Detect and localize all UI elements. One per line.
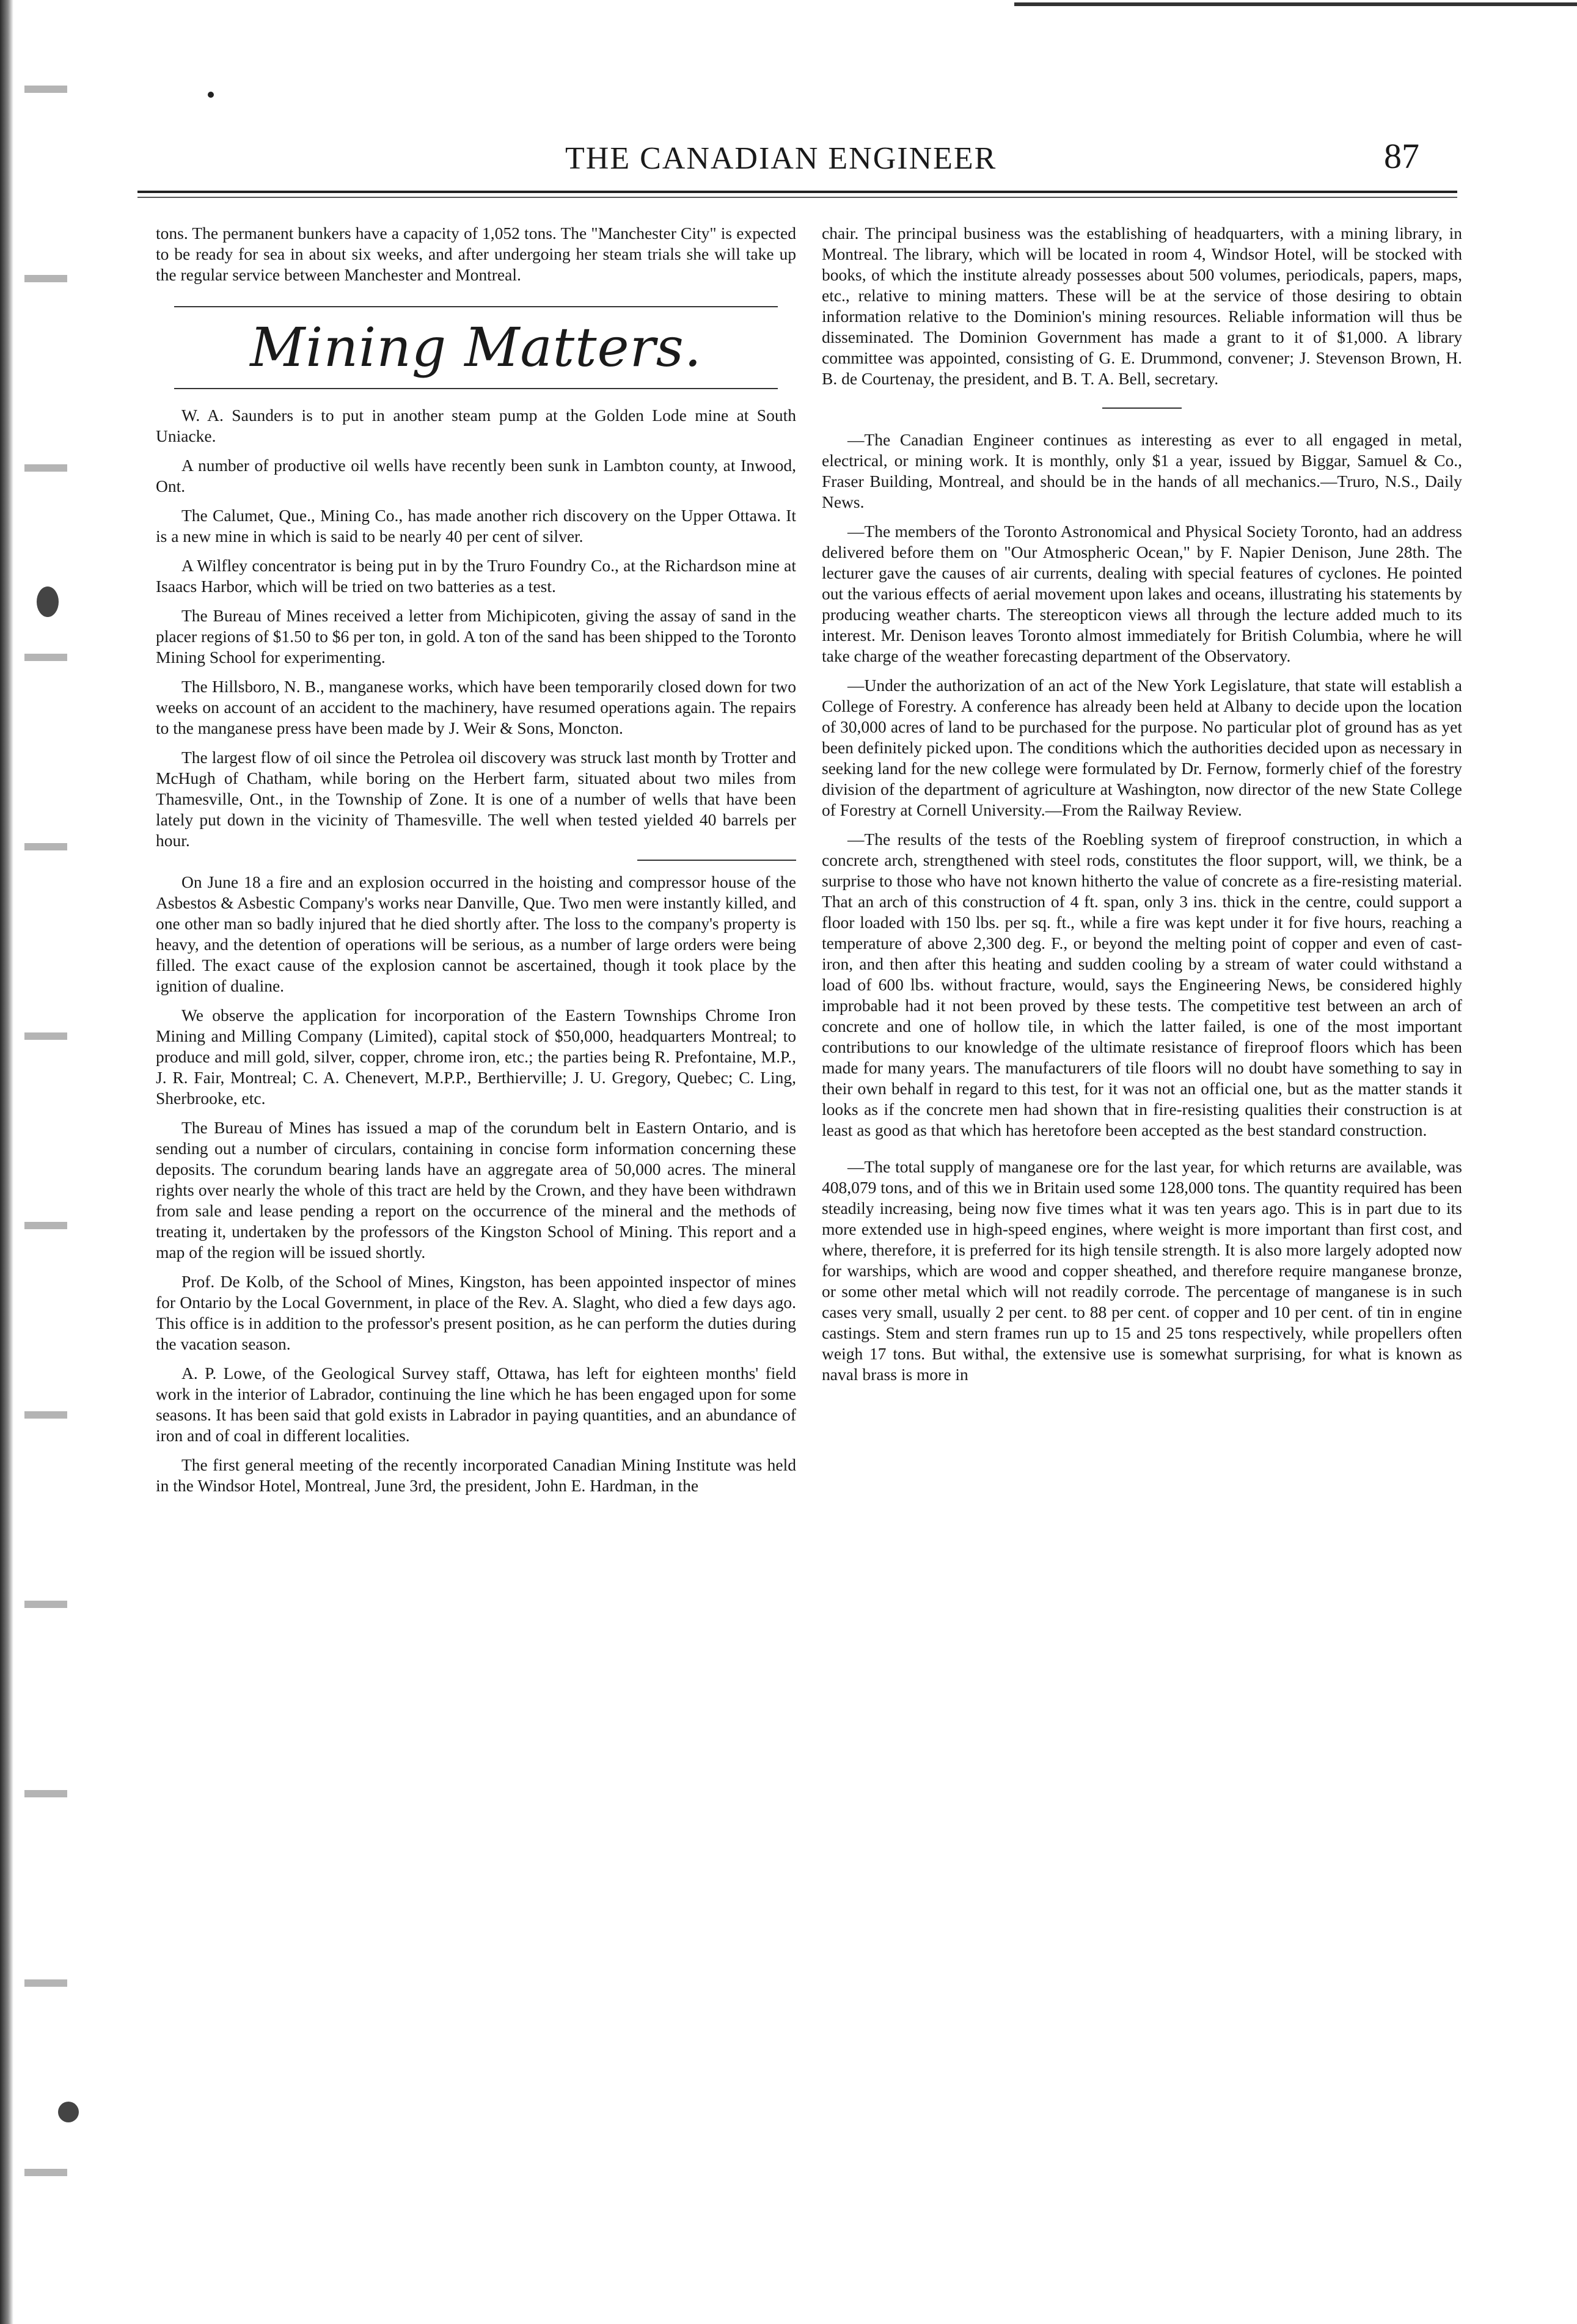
scan-edge-marks [24,0,67,2324]
news-item: The first general meeting of the recently incorporated Canadian Mining Institute was held in the Windsor Hotel, Montreal, June 3rd, the president, John E. Hardman, in the [156,1455,796,1495]
scan-edge-shadow [0,0,13,2324]
news-item: W. A. Saunders is to put in another steam pump at the Golden Lode mine at South Uniacke. [156,406,796,445]
margin-smudge [37,586,59,617]
news-item: The largest flow of oil since the Petrolea oil discovery was struck last month by Trotter and McHugh of Chatham, while boring on the Herbert farm, situated about two miles from Thamesville, Ont., in the Township of Zone. It is one of a number of wells that have been lately put down in the vicinity of Thamesville. The well when tested yielded 40 barrels per hour. [156,748,796,850]
news-item: The Bureau of Mines has issued a map of the corundum belt in Eastern Ontario, and is sending out a number of circulars, containing in concise form information concerning these deposits. The corundum bearing lands have an aggregate area of 50,000 acres. The mineral rights over nearly the whole of this tract are held by the Crown, and they have been withdrawn from sale and lease pending a report on the occurrence of the mineral and the methods of treating it, undertaken by the professors of the Kingston School of Mining. This report and a map of the region will be issued shortly. [156,1118,796,1262]
heading-rule-top [174,306,778,307]
news-item: —The total supply of manganese ore for the last year, for which returns are available, was 408,079 tons, and of this we in Britain used some 128,000 tons. The quantity required has been steadily increasing, being now five times what it was ten years ago. This is in part due to its more extended use in high-speed engines, where weight is more important than first cost, and where, therefore, it is preferred for its high tensile strength. It is also more largely adopted now for warships, which are wood and copper sheathed, and therefore require manganese bronze, or some other metal which will not readily corrode. The percentage of manganese is in such cases very small, usually 2 per cent. to 88 per cent. of copper and 10 per cent. of tin in engine castings. Stem and stern frames run up to 15 and 25 tons respectively, while propellers often weigh 17 tons. But withal, the extensive use is somewhat surprising, for what is known as naval brass is more in [822,1157,1462,1384]
news-item: —The Canadian Engineer continues as interesting as ever to all engaged in metal, electrical, or mining work. It is monthly, only $1 a year, issued by Biggar, Samuel & Co., Fraser Building, Montreal, and should be in the hands of all mechanics.—Truro, N.S., Daily News. [822,430,1462,511]
stray-dot [208,92,214,98]
news-item: A Wilfley concentrator is being put in by the Truro Foundry Co., at the Richardson mine at Isaacs Harbor, which will be tried on two batteries as a test. [156,556,796,596]
news-item: The Bureau of Mines received a letter from Michipicoten, giving the assay of sand in the placer regions of $1.50 to $6 per ton, in gold. A ton of the sand has been shipped to the Toronto Mining School for experimenting. [156,606,796,667]
news-item: The Calumet, Que., Mining Co., has made another rich discovery on the Upper Ottawa. It is a new mine in which is said to be nearly 40 per cent of silver. [156,506,796,546]
news-item: On June 18 a fire and an explosion occurred in the hoisting and compressor house of the Asbestos & Asbestic Company's works near Danville, Que. Two men were instantly killed, and one other man so badly injured that he died shortly after. The loss to the company's property is heavy, and the detention of operations will be serious, as a number of large orders were being filled. The exact cause of the explosion cannot be ascertained, though it took place by the ignition of dualine. [156,872,796,995]
news-item: We observe the application for incorporation of the Eastern Townships Chrome Iron Mining and Milling Company (Limited), capital stock of $50,000, headquarters Montreal; to produce and mill gold, silver, copper, chrome iron, etc.; the parties being R. Prefontaine, M.P., J. R. Fair, Montreal; C. A. Chenevert, M.P.P., Berthierville; J. U. Gregory, Quebec; C. Ling, Sherbrooke, etc. [156,1006,796,1108]
item-separator [637,860,796,861]
news-item: A number of productive oil wells have recently been sunk in Lambton county, at Inwood, Ont. [156,456,796,495]
continued-paragraph: tons. The permanent bunkers have a capacity of 1,052 tons. The "Manchester City" is expected to be ready for sea in about six weeks, and after undergoing her steam trials she will take up the regular service between Manchester and Montreal. [156,224,796,284]
continued-paragraph: chair. The principal business was the establishing of headquarters, with a mining library, in Montreal. The library, which will be located in room 4, Windsor Hotel, will be stocked with books, of which the institute already possesses about 500 volumes, periodicals, papers, maps, etc., relative to mining matters. These will be at the service of those desiring to obtain information relative to the Dominion's mining resources. Reliable information will thus be disseminated. The Dominion Government has made a grant to it of $1,000. A library committee was appointed, consisting of G. E. Drummond, convener; J. Stevenson Brown, H. B. de Courtenay, the president, and B. T. A. Bell, secretary. [822,224,1462,388]
heading-rule-bottom [174,388,778,389]
running-header [137,136,1457,195]
right-column [822,223,1462,1394]
header-rule [137,191,1457,193]
section-heading: Mining Matters. [250,316,702,379]
news-item: —Under the authorization of an act of the New York Legislature, that state will establish a College of Forestry. A conference has already been held at Albany to decide upon the location of 30,000 acres of land to be purchased for the purpose. No particular plot of ground has as yet been definitely picked upon. The conditions which the authorities decided upon as necessary in seeking land for the new college were formulated by Dr. Fernow, formerly chief of the forestry division of the department of agriculture at Washington, now director of the new State College of Forestry at Cornell University.—From the Railway Review. [822,676,1462,819]
margin-smudge [58,2102,79,2122]
header-rule-thin [137,197,1457,198]
section-heading-block [156,306,796,389]
top-edge-rule [1014,2,1577,6]
journal-title: THE CANADIAN ENGINEER [565,141,997,176]
news-item: The Hillsboro, N. B., manganese works, which have been temporarily closed down for two weeks on account of an accident to the machinery, have resumed operations again. The repairs to the manganese press have been made by J. Weir & Sons, Moncton. [156,677,796,737]
news-item: —The members of the Toronto Astronomical and Physical Society Toronto, had an address delivered before them on "Our Atmospheric Ocean," by F. Napier Denison, June 28th. The lecturer gave the causes of air currents, dealing with special features of cyclones. He pointed out the various effects of aerial movement upon lakes and oceans, illustrating his statements by producing weather charts. The stereopticon views all through the lecture added much to its interest. Mr. Denison leaves Toronto almost immediately for British Columbia, where he will take charge of the weather forecasting department of the Observatory. [822,522,1462,665]
page-number: 87 [1384,136,1419,176]
news-item: Prof. De Kolb, of the School of Mines, Kingston, has been appointed inspector of mines for Ontario by the Local Government, in place of the Rev. A. Slaght, who died a few days ago. This office is in addition to the professor's present position, as he can perform the duties during the vacation season. [156,1272,796,1353]
news-item: A. P. Lowe, of the Geological Survey staff, Ottawa, has left for eighteen months' field work in the interior of Labrador, continuing the line which he has been engaged upon for some seasons. It has been said that gold exists in Labrador in paying quantities, and an abundance of iron and of coal in different localities. [156,1364,796,1445]
item-separator [1102,407,1182,409]
left-column [156,223,796,1505]
news-item: —The results of the tests of the Roebling system of fireproof construction, in which a concrete arch, strengthened with steel rods, constitutes the floor support, will, we think, be a surprise to those who have not known hitherto the value of concrete as a fire-resisting material. That an arch of this construction of 4 ft. span, only 3 ins. thick in the centre, could support a floor loaded with 150 lbs. per sq. ft., while a fire was kept under it for five hours, reaching a temperature of above 2,300 deg. F., or beyond the melting point of copper and even of cast-iron, and then after this heating and sudden cooling by a stream of water could withstand a load of 600 lbs. without fracture, would, says the Engineering News, be considered highly improbable had it not been proved by these tests. The competitive test between an arch of concrete and one of hollow tile, in which the latter failed, is one of the most important contributions to our knowledge of the ultimate resistance of fireproof floors which has been made for many years. The manufacturers of tile floors will no doubt have something to say in their own behalf in regard to this test, for it was not an official one, but as the matter stands it looks as if the concrete men had shown that in fire-resisting qualities their construction is at least as good as that which has heretofore been accepted as the best standard construction. [822,830,1462,1139]
